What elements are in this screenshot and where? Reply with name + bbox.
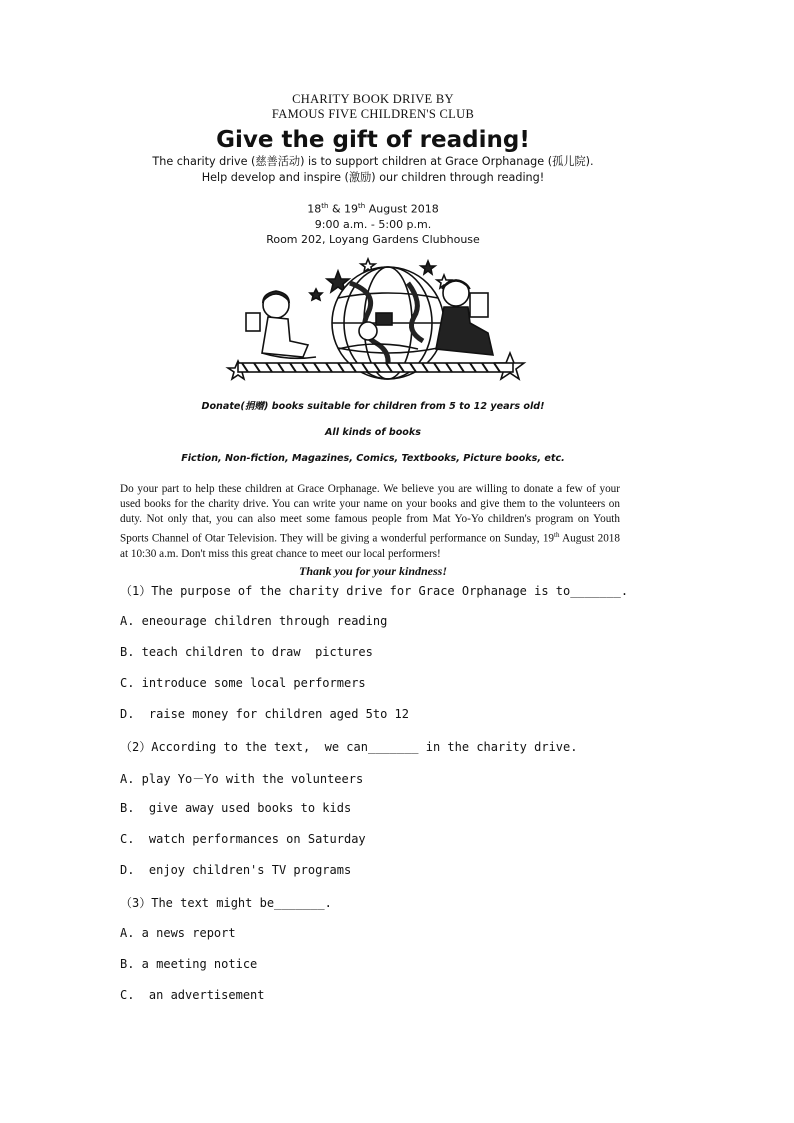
star-icon [310, 289, 322, 300]
poster-subtitle-line2: Help develop and inspire (激励) our children through reading! [201, 171, 545, 184]
question-2-option-c: C. watch performances on Saturday [120, 832, 366, 846]
book-icon [470, 293, 488, 317]
question-1-option-c: C. introduce some local performers [120, 676, 366, 690]
date-day1: 18 [307, 202, 322, 216]
question-3-stem: （3）The text might be_______. [120, 896, 332, 910]
question-3-option-b: B. a meeting notice [120, 957, 258, 971]
date-sup1: th [321, 202, 329, 210]
question-3-option-a: A. a news report [120, 926, 236, 940]
donate-line3: Fiction, Non-fiction, Magazines, Comics, Textbooks, Picture books, etc. [181, 452, 565, 464]
poster-thanks: Thank you for your kindness! [298, 564, 448, 579]
book-icon [376, 313, 392, 325]
date-amp: & [328, 202, 345, 216]
donate-line1: Donate(捐赠) books suitable for children from 5 to 12 years old! [201, 400, 545, 412]
poster-title: Give the gift of reading! [216, 127, 530, 153]
charity-poster [120, 92, 626, 579]
star-icon [421, 261, 435, 274]
poster-subtitle-line1: The charity drive (慈善活动) is to support children at Grace Orphanage (孤儿院). [152, 155, 594, 168]
event-time: 9:00 a.m. - 5:00 p.m. [314, 217, 432, 231]
body-part2: August 2018 at 10:30 a.m. Don't miss this great chance to meet our local performers! [120, 532, 620, 561]
date-rest: August 2018 [365, 202, 439, 216]
donate-line2: All kinds of books [324, 426, 421, 438]
children-globe-illustration [218, 253, 528, 388]
event-date [120, 199, 626, 217]
question-1-option-a: A. eneourage children through reading [120, 614, 388, 628]
poster-header-line2: FAMOUS FIVE CHILDREN'S CLUB [271, 107, 475, 121]
poster-body-paragraph [120, 482, 620, 563]
question-2-option-d: D. enjoy children's TV programs [120, 863, 352, 877]
question-1-option-d: D. raise money for children aged 5to 12 [120, 707, 409, 721]
body-part1: Do your part to help these children at Grace Orphanage. We believe you are willing to donate a few of your used books for the charity drive. You can write your name on your books and give them to the volunteers on duty. Not only that, you can also meet some famous people from Mat Yo-Yo children's program on Youth Sports Channel of Otar Television. They will be giving a wonderful performance on Sunday, 19 [120, 482, 620, 545]
boy-reading-figure [436, 280, 493, 355]
question-2-stem: （2）According to the text, we can_______ in the charity drive. [120, 740, 578, 754]
event-venue: Room 202, Loyang Gardens Clubhouse [266, 232, 480, 246]
body-sup: th [554, 530, 560, 539]
question-1-stem: （1）The purpose of the charity drive for Grace Orphanage is to_______. [120, 584, 629, 598]
question-2-option-a: A. play Yo－Yo with the volunteers [120, 772, 364, 786]
poster-header-line1: CHARITY BOOK DRIVE BY [292, 92, 454, 106]
girl-reading-figure [246, 291, 316, 358]
question-3-option-c: C. an advertisement [120, 988, 265, 1002]
question-1-option-b: B. teach children to draw pictures [120, 645, 373, 659]
book-icon [246, 313, 260, 331]
question-2-option-b: B. give away used books to kids [120, 801, 352, 815]
date-day2: 19 [344, 202, 359, 216]
date-sup2: th [358, 202, 366, 210]
